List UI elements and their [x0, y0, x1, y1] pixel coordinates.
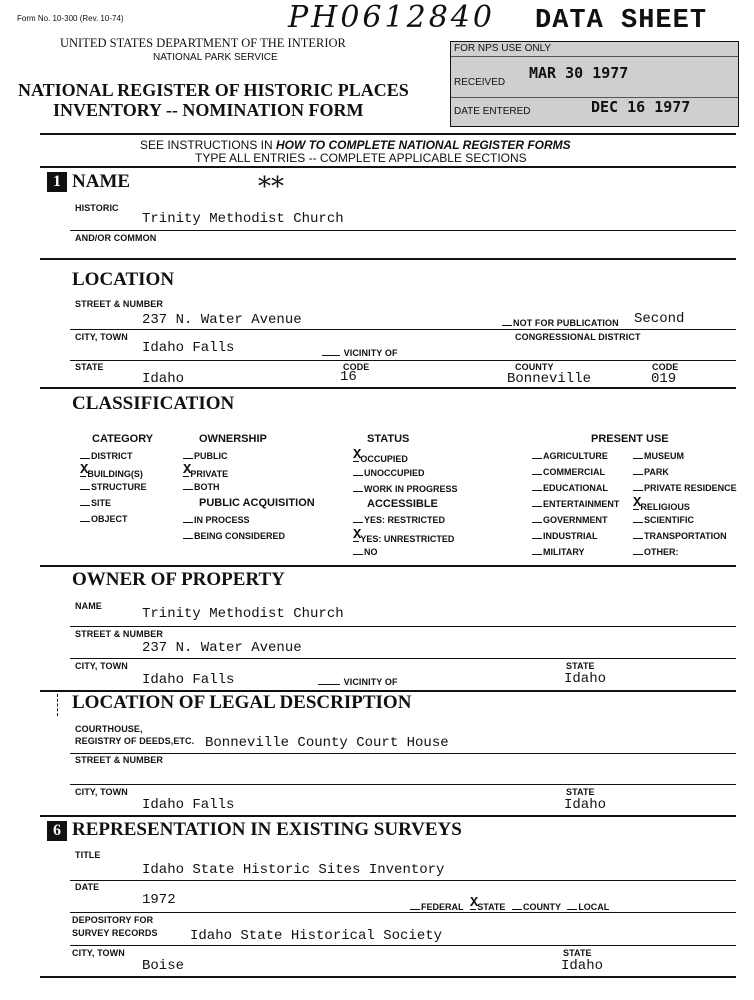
common-name-label: AND/OR COMMON	[75, 233, 157, 243]
legal-state-label: STATE	[566, 787, 595, 797]
date-entered-stamp: DEC 16 1977	[591, 98, 691, 116]
status-work-in-progress-option[interactable]	[353, 484, 458, 494]
accessible-no-option[interactable]	[353, 547, 378, 557]
instructions-line2: TYPE ALL ENTRIES -- COMPLETE APPLICABLE SECTIONS	[195, 151, 527, 165]
use-scientific-label: SCIENTIFIC	[644, 515, 695, 525]
depository-label-line2: SURVEY RECORDS	[72, 928, 158, 938]
data-sheet-stamp: DATA SHEET	[535, 6, 708, 36]
received-date-stamp: MAR 30 1977	[529, 64, 629, 82]
check-mark: X	[353, 527, 362, 543]
use-private-residence-option[interactable]	[633, 483, 737, 493]
form-number: Form No. 10-300 (Rev. 10-74)	[17, 14, 124, 23]
survey-date-label: DATE	[75, 882, 100, 892]
category-district-label: DISTRICT	[91, 451, 133, 461]
use-military-label: MILITARY	[543, 547, 585, 557]
check-mark: X	[353, 447, 362, 463]
instructions-prefix: SEE INSTRUCTIONS IN	[140, 138, 277, 152]
use-agriculture-option[interactable]	[532, 451, 608, 461]
accessible-unrestricted-option[interactable]	[353, 527, 455, 547]
use-transportation-label: TRANSPORTATION	[644, 531, 727, 541]
state-code-label: CODE	[343, 362, 370, 372]
owner-state-value[interactable]: Idaho	[564, 671, 607, 687]
use-museum-label: MUSEUM	[644, 451, 684, 461]
state-value[interactable]: Idaho	[142, 371, 185, 387]
use-military-option[interactable]	[532, 547, 585, 557]
use-religious-option[interactable]	[633, 495, 690, 515]
department-name: UNITED STATES DEPARTMENT OF THE INTERIOR	[60, 36, 346, 50]
vicinity-option	[322, 348, 398, 358]
present-use-header: PRESENT USE	[591, 433, 669, 445]
form-title-line2: INVENTORY -- NOMINATION FORM	[53, 100, 364, 120]
accessible-header: ACCESSIBLE	[367, 498, 438, 510]
owner-city-value[interactable]: Idaho Falls	[142, 672, 235, 688]
use-park-option[interactable]	[633, 467, 669, 477]
accessible-no-label: NO	[364, 547, 378, 557]
category-object-label: OBJECT	[91, 514, 128, 524]
survey-city-value[interactable]: Boise	[142, 958, 185, 974]
category-structure-option[interactable]	[80, 482, 147, 492]
check-mark: X	[80, 462, 89, 478]
county-level-label: COUNTY	[522, 902, 561, 912]
nps-use-box	[450, 41, 739, 127]
depository-value[interactable]: Idaho State Historical Society	[190, 928, 443, 944]
congressional-district-label: CONGRESSIONAL DISTRICT	[515, 332, 641, 342]
public-acquisition-header: PUBLIC ACQUISITION	[199, 497, 315, 509]
check-mark: X	[183, 462, 192, 478]
owner-vicinity-label: VICINITY OF	[343, 677, 398, 687]
use-transportation-option[interactable]	[633, 531, 727, 541]
acquisition-considered-label: BEING CONSIDERED	[194, 531, 286, 541]
owner-city-label: CITY, TOWN	[75, 661, 128, 671]
nps-label: FOR NPS USE ONLY	[454, 43, 552, 54]
ownership-private-option[interactable]	[183, 462, 229, 482]
accessible-restricted-label: YES: RESTRICTED	[364, 515, 446, 525]
check-mark: X	[633, 495, 642, 511]
courthouse-label-line1: COURTHOUSE,	[75, 724, 143, 734]
use-entertainment-option[interactable]	[532, 499, 619, 509]
form-title-line1: NATIONAL REGISTER OF HISTORIC PLACES	[18, 80, 409, 100]
service-name: NATIONAL PARK SERVICE	[153, 52, 278, 63]
use-agriculture-label: AGRICULTURE	[543, 451, 608, 461]
use-private-residence-label: PRIVATE RESIDENCE	[644, 483, 737, 493]
status-unoccupied-option[interactable]	[353, 468, 425, 478]
category-building-label: BUILDING(S)	[87, 469, 143, 479]
vicinity-label: VICINITY OF	[343, 348, 398, 358]
category-site-label: SITE	[91, 498, 112, 508]
owner-name-value[interactable]: Trinity Methodist Church	[142, 606, 344, 622]
use-commercial-option[interactable]	[532, 467, 605, 477]
survey-title-value[interactable]: Idaho State Historic Sites Inventory	[142, 862, 445, 878]
congressional-district-value[interactable]: Second	[634, 311, 685, 327]
county-value[interactable]: Bonneville	[507, 371, 592, 387]
ownership-private-label: PRIVATE	[190, 469, 229, 479]
ownership-public-label: PUBLIC	[194, 451, 228, 461]
legal-city-value[interactable]: Idaho Falls	[142, 797, 235, 813]
category-header: CATEGORY	[92, 433, 154, 445]
use-government-label: GOVERNMENT	[543, 515, 608, 525]
state-level-label: STATE	[477, 902, 506, 912]
handwritten-asterisks: **	[258, 172, 284, 202]
survey-state-label: STATE	[563, 948, 592, 958]
survey-city-label: CITY, TOWN	[72, 948, 125, 958]
use-industrial-label: INDUSTRIAL	[543, 531, 598, 541]
use-religious-label: RELIGIOUS	[640, 502, 690, 512]
state-label: STATE	[75, 362, 104, 372]
owner-street-value[interactable]: 237 N. Water Avenue	[142, 640, 302, 656]
ownership-both-label: BOTH	[194, 482, 220, 492]
federal-label: FEDERAL	[421, 902, 464, 912]
use-other-option[interactable]	[633, 547, 679, 557]
accessible-restricted-option[interactable]	[353, 515, 445, 525]
use-industrial-option[interactable]	[532, 531, 598, 541]
accessible-unrestricted-label: YES: UNRESTRICTED	[360, 534, 455, 544]
category-structure-label: STRUCTURE	[91, 482, 147, 492]
section-title-legal: LOCATION OF LEGAL DESCRIPTION	[72, 692, 412, 713]
local-level-label: LOCAL	[578, 902, 610, 912]
use-government-option[interactable]	[532, 515, 608, 525]
handwritten-reference: PH0612840	[288, 0, 495, 35]
status-unoccupied-label: UNOCCUPIED	[364, 468, 425, 478]
owner-street-label: STREET & NUMBER	[75, 629, 164, 639]
use-park-label: PARK	[644, 467, 669, 477]
street-number-label: STREET & NUMBER	[75, 299, 164, 309]
county-code-label: CODE	[652, 362, 679, 372]
survey-title-label: TITLE	[75, 850, 101, 860]
city-value[interactable]: Idaho Falls	[142, 340, 235, 356]
acquisition-in-process-label: IN PROCESS	[194, 515, 250, 525]
use-entertainment-label: ENTERTAINMENT	[543, 499, 620, 509]
section-number-badge: 6	[47, 821, 67, 841]
ownership-header: OWNERSHIP	[199, 433, 267, 445]
historic-label: HISTORIC	[75, 203, 119, 213]
status-header: STATUS	[367, 433, 410, 445]
status-occupied-label: OCCUPIED	[360, 454, 408, 464]
section-title-surveys: REPRESENTATION IN EXISTING SURVEYS	[72, 819, 462, 840]
section-title-location: LOCATION	[72, 269, 175, 290]
use-educational-option[interactable]	[532, 483, 608, 493]
depository-label-line1: DEPOSITORY FOR	[72, 915, 154, 925]
use-museum-option[interactable]	[633, 451, 684, 461]
county-code-value[interactable]: 019	[651, 371, 677, 387]
survey-date-value[interactable]: 1972	[142, 892, 176, 908]
category-site-option[interactable]	[80, 498, 111, 508]
acquisition-considered-option[interactable]	[183, 531, 285, 541]
owner-state-label: STATE	[566, 661, 595, 671]
ownership-public-option[interactable]	[183, 451, 228, 461]
instructions-reference: HOW TO COMPLETE NATIONAL REGISTER FORMS	[276, 138, 571, 152]
instructions-line1	[140, 138, 571, 152]
historic-name-value[interactable]: Trinity Methodist Church	[142, 211, 344, 227]
courthouse-label-line2: REGISTRY OF DEEDS,ETC.	[75, 736, 195, 746]
check-mark: X	[469, 895, 479, 911]
section-title-owner: OWNER OF PROPERTY	[72, 569, 285, 590]
ownership-both-option[interactable]	[183, 482, 220, 492]
not-for-publication-option	[502, 318, 619, 328]
use-scientific-option[interactable]	[633, 515, 694, 525]
use-other-label: OTHER:	[644, 547, 679, 557]
status-occupied-option[interactable]	[353, 447, 408, 467]
legal-city-label: CITY, TOWN	[75, 787, 128, 797]
street-value[interactable]: 237 N. Water Avenue	[142, 312, 302, 328]
use-commercial-label: COMMERCIAL	[543, 467, 605, 477]
not-for-publication-label: NOT FOR PUBLICATION	[513, 318, 619, 328]
section-number-badge: 1	[47, 172, 67, 192]
section-title-name: NAME	[72, 171, 131, 192]
owner-vicinity-option	[318, 677, 398, 687]
city-town-label: CITY, TOWN	[75, 332, 128, 342]
date-entered-label: DATE ENTERED	[454, 106, 531, 117]
acquisition-in-process-option[interactable]	[183, 515, 250, 525]
legal-street-label: STREET & NUMBER	[75, 755, 164, 765]
section-title-classification: CLASSIFICATION	[72, 393, 235, 414]
received-label: RECEIVED	[454, 77, 506, 88]
category-district-option[interactable]	[80, 451, 133, 461]
county-label: COUNTY	[515, 362, 554, 372]
legal-state-value[interactable]: Idaho	[564, 797, 607, 813]
use-educational-label: EDUCATIONAL	[543, 483, 608, 493]
survey-state-value[interactable]: Idaho	[561, 958, 604, 974]
owner-name-label: NAME	[75, 601, 102, 611]
status-work-in-progress-label: WORK IN PROGRESS	[364, 484, 458, 494]
category-object-option[interactable]	[80, 514, 128, 524]
state-code-value[interactable]: 16	[340, 369, 357, 385]
category-building-option[interactable]	[80, 462, 143, 482]
courthouse-value[interactable]: Bonneville County Court House	[205, 735, 449, 751]
